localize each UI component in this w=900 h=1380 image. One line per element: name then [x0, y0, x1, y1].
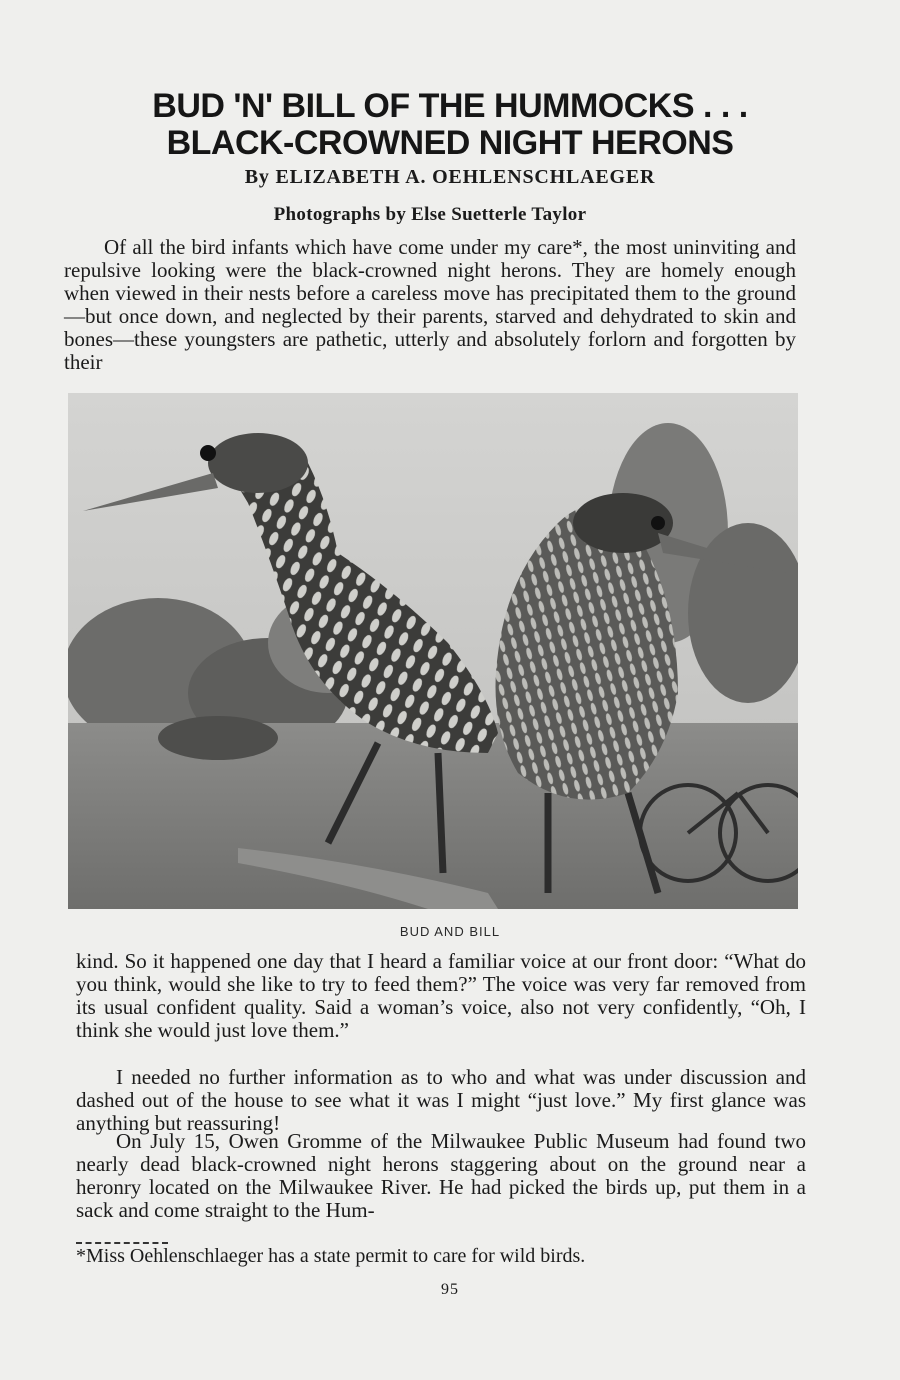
footnote-divider [76, 1242, 168, 1244]
article-title-line-2: BLACK-CROWNED NIGHT HERONS [166, 124, 734, 162]
body-paragraph-1: Of all the bird infants which have come under my care*, the most uninviting and repulsive looking were the black-crowned night herons. They are homely enough when viewed in their nests before a careless move has precipitated them to the ground—but once down, and neglected by their parents, starved and dehydrated to skin and bones—these youngsters are pathetic, utterly and absolutely forlorn and forgotten by their [64, 235, 796, 374]
article-title-line-1: BUD 'N' BILL OF THE HUMMOCKS . . . [152, 87, 748, 125]
page-number: 95 [441, 1281, 459, 1298]
body-paragraph-4: On July 15, Owen Gromme of the Milwaukee Public Museum had found two nearly dead black-crowned night herons staggering about on the ground near a heronry located on the Milwaukee River. He had picked the birds up, put them in a sack and come straight to the Hum- [76, 1129, 806, 1222]
author-byline: By ELIZABETH A. OEHLENSCHLAEGER [244, 166, 656, 188]
body-paragraph-3: I needed no further information as to who and what was under discussion and dashed out of the house to see what it was I might “just love.” My first glance was anything but reassuring! [76, 1065, 806, 1135]
photo-caption: BUD AND BILL [399, 924, 501, 939]
heron-photo-illustration [68, 393, 798, 909]
footnote: *Miss Oehlenschlaeger has a state permit to care for wild birds. [76, 1245, 586, 1267]
heron-photo [68, 393, 798, 909]
photo-credit: Photographs by Else Suetterle Taylor [273, 204, 587, 225]
body-paragraph-2: kind. So it happened one day that I heard a familiar voice at our front door: “What do you think, would she like to try to feed them?” The voice was very far removed from its usual confident quality. Said a woman’s voice, also not very confidently, “Oh, I think she would just love them.” [76, 949, 806, 1042]
